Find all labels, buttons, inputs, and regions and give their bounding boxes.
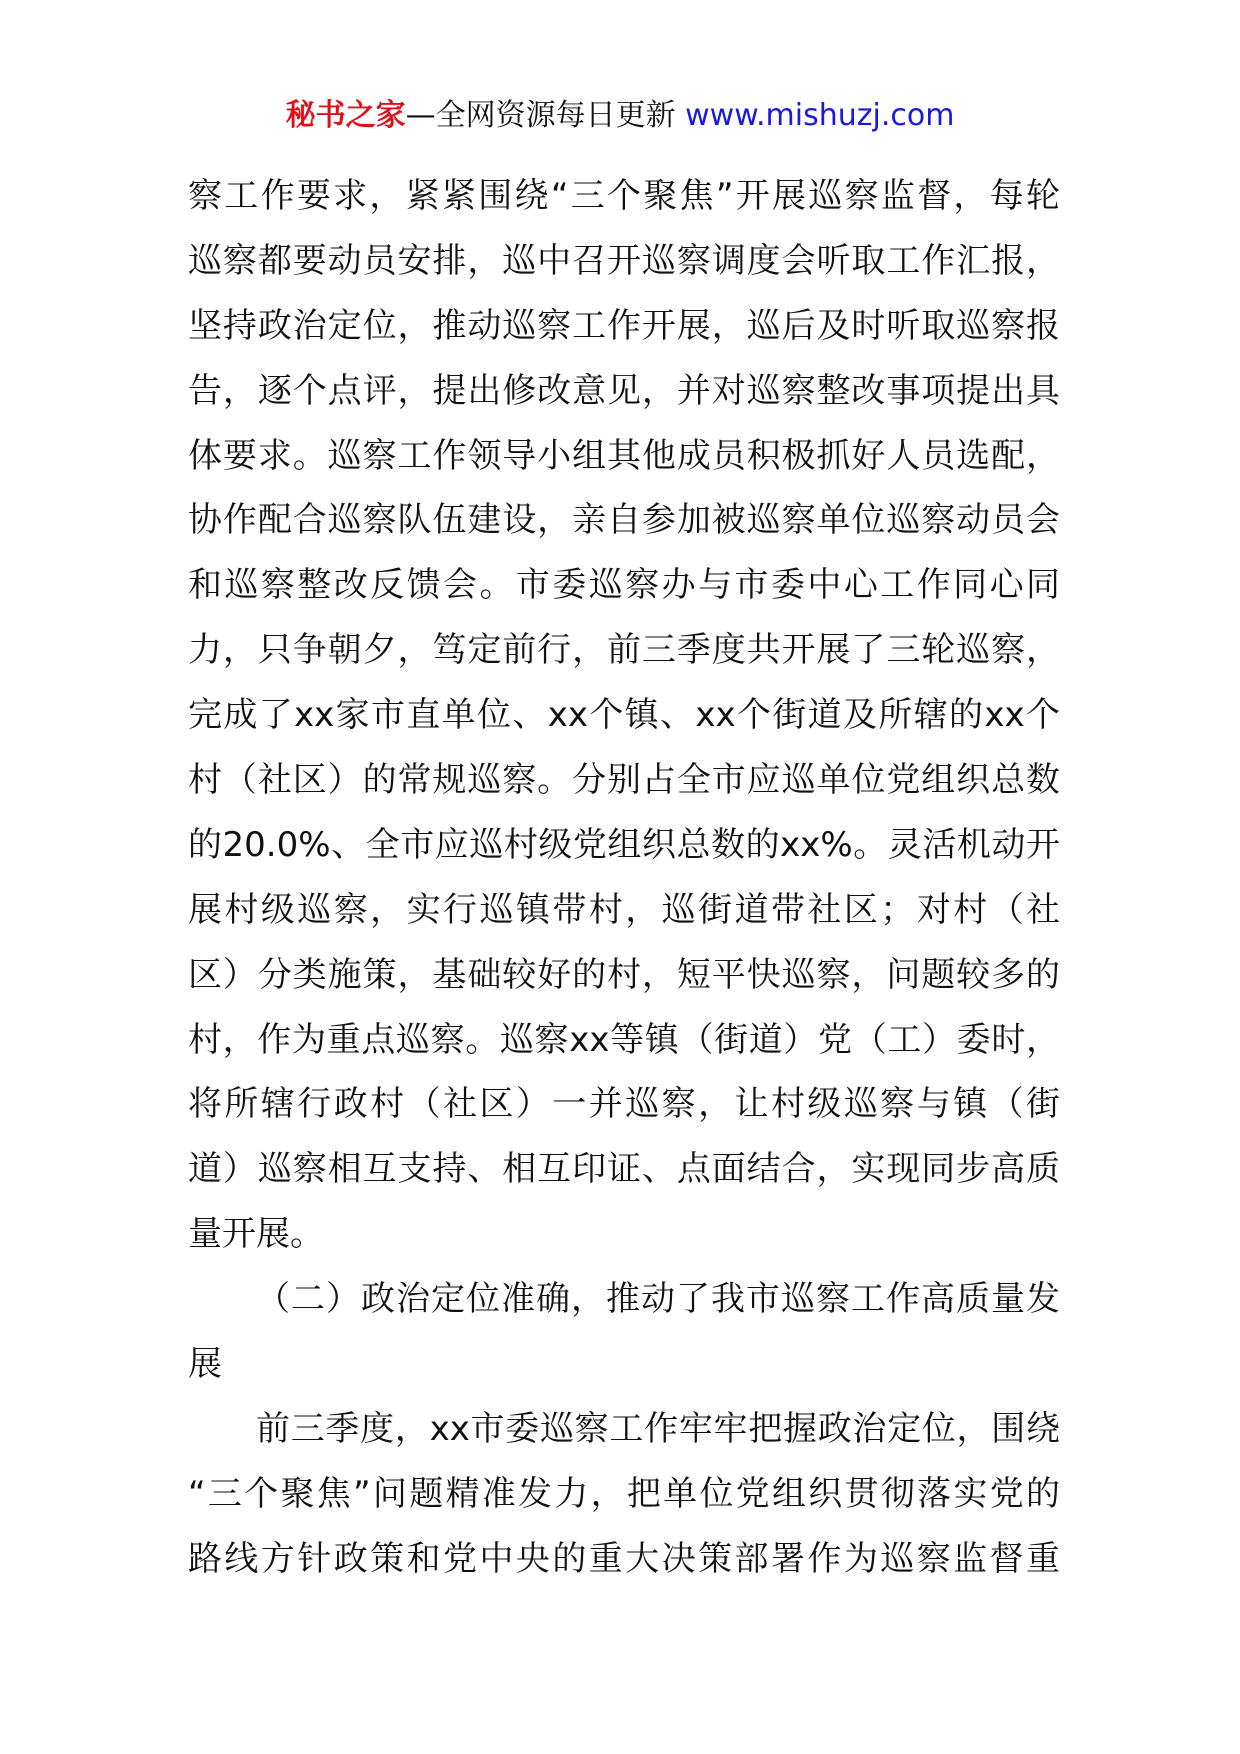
text-line: 展 xyxy=(188,1344,222,1385)
site-header xyxy=(0,96,1240,136)
text-line: 和巡察整改反馈会。市委巡察办与市委中心工作同心同 xyxy=(188,565,1060,606)
text-line: 将所辖行政村（社区）一并巡察，让村级巡察与镇（街 xyxy=(188,1084,1060,1125)
text-line: 完成了xx家市直单位、xx个镇、xx个街道及所辖的xx个 xyxy=(188,695,1060,736)
text-line: 力，只争朝夕，笃定前行，前三季度共开展了三轮巡察， xyxy=(188,630,1060,671)
text-line: 坚持政治定位，推动巡察工作开展，巡后及时听取巡察报 xyxy=(188,305,1060,346)
brand-name: 秘书之家 xyxy=(285,98,406,133)
text-line: 村（社区）的常规巡察。分别占全市应巡单位党组织总数 xyxy=(188,760,1060,801)
text-line: 区）分类施策，基础较好的村，短平快巡察，问题较多的 xyxy=(188,954,1060,995)
text-line: （二）政治定位准确，推动了我市巡察工作高质量发 xyxy=(256,1279,1060,1320)
text-line: 体要求。巡察工作领导小组其他成员积极抓好人员选配， xyxy=(188,435,1060,476)
text-line: 量开展。 xyxy=(188,1214,324,1255)
text-line: 协作配合巡察队伍建设，亲自参加被巡察单位巡察动员会 xyxy=(188,500,1060,541)
header-tagline: —全网资源每日更新 xyxy=(405,98,676,133)
text-line: 巡察都要动员安排，巡中召开巡察调度会听取工作汇报， xyxy=(188,240,1060,281)
text-line: 路线方针政策和党中央的重大决策部署作为巡察监督重 xyxy=(188,1538,1060,1579)
text-line: 前三季度，xx市委巡察工作牢牢把握政治定位，围绕 xyxy=(256,1408,1060,1449)
text-line: “三个聚焦”问题精准发力，把单位党组织贯彻落实党的 xyxy=(188,1473,1060,1514)
text-line: 展村级巡察，实行巡镇带村，巡街道带社区；对村（社 xyxy=(188,889,1060,930)
text-line: 告，逐个点评，提出修改意见，并对巡察整改事项提出具 xyxy=(188,370,1060,411)
document-body xyxy=(188,164,1060,1592)
site-url-link[interactable]: www.mishuzj.com xyxy=(685,98,955,133)
text-line: 道）巡察相互支持、相互印证、点面结合，实现同步高质 xyxy=(188,1149,1060,1190)
text-line: 察工作要求，紧紧围绕“三个聚焦”开展巡察监督，每轮 xyxy=(188,176,1060,216)
text-line: 村，作为重点巡察。巡察xx等镇（街道）党（工）委时， xyxy=(188,1019,1060,1060)
text-line: 的20.0%、全市应巡村级党组织总数的xx%。灵活机动开 xyxy=(188,824,1060,865)
